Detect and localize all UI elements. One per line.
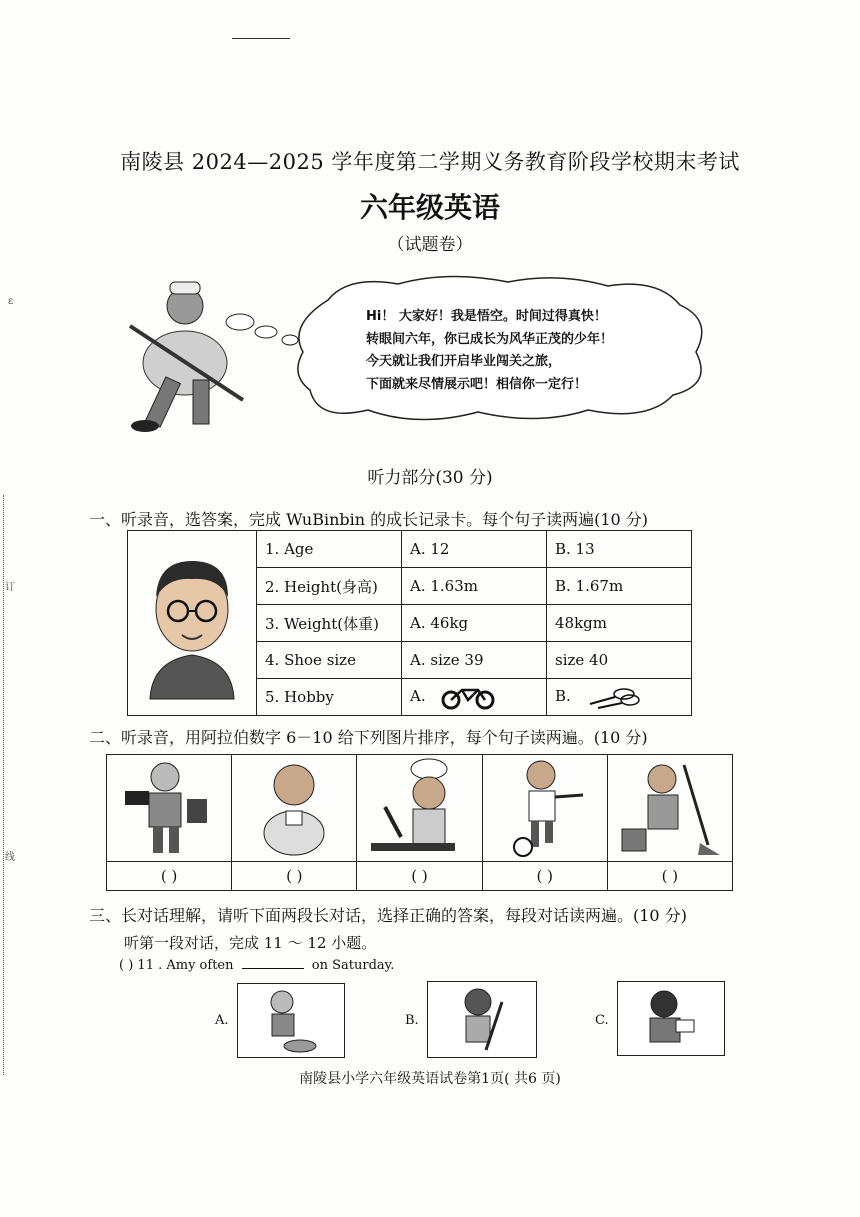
answer-blank[interactable]: ( ) (107, 862, 232, 890)
picture-cell (483, 755, 608, 861)
picture-cell (107, 755, 232, 861)
subject-title: 六年级英语 (359, 191, 500, 224)
table-cell: B. 1.67m (547, 568, 692, 605)
growth-record-table (127, 530, 692, 716)
picture-cell (232, 755, 357, 861)
boy-taking-photo-illustration (107, 755, 231, 861)
answer-paren[interactable]: ( ) (119, 958, 134, 973)
top-rule (232, 38, 290, 39)
boy-sweeping-floor-illustration (608, 755, 732, 861)
answer-blank[interactable]: ( ) (483, 862, 608, 890)
table-cell (402, 679, 547, 716)
table-cell: 48kgm (547, 605, 692, 642)
table-cell: A. size 39 (402, 642, 547, 679)
option-c-picture (617, 981, 725, 1056)
answer-blank[interactable]: ( ) (232, 862, 357, 890)
girl-washing-clothes-illustration (238, 984, 344, 1057)
fill-blank (242, 968, 304, 969)
table-cell: A. 12 (402, 531, 547, 568)
option-a-picture (237, 983, 345, 1058)
table-cell: 1. Age (257, 531, 402, 568)
child-drinking-illustration (232, 755, 356, 861)
table-cell: 2. Height(身高) (257, 568, 402, 605)
answer-blank[interactable]: ( ) (357, 862, 482, 890)
paper-type: （试题卷） (387, 235, 473, 255)
speech-bubble-text (366, 306, 613, 396)
binding-dotted-line (3, 495, 4, 1075)
question-1-instruction: 一、听录音，选答案，完成 WuBinbin 的成长记录卡。每个句子读两遍(10 分) (89, 510, 649, 529)
picture-row (107, 755, 732, 862)
listening-section-title: 听力部分(30 分) (367, 468, 493, 488)
question-11-suffix: on Saturday. (311, 958, 395, 973)
bubble-line: 转眼间六年，你已成长为风华正茂的少年！ (366, 331, 614, 347)
answer-blank[interactable]: ( ) (661, 867, 679, 885)
question-3-instruction: 三、长对话理解，请听下面两段长对话，选择正确的答案，每段对话读两遍。(10 分) (89, 906, 687, 925)
exam-title: 南陵县 2024—2025 学年度第二学期义务教育阶段学校期末考试 (120, 150, 740, 174)
picture-cell (357, 755, 482, 861)
margin-mark: 订 (5, 582, 15, 593)
option-a-label: A. (215, 1013, 229, 1028)
boy-cooking-illustration (357, 755, 481, 861)
boy-playing-football-illustration (483, 755, 607, 861)
table-cell (547, 679, 692, 716)
option-b-label: B. (405, 1013, 419, 1028)
option-label: B. (555, 687, 571, 705)
boy-portrait (128, 531, 256, 711)
bubble-line: 下面就来尽情展示吧！相信你一定行！ (366, 376, 588, 392)
table-row (128, 531, 692, 568)
bubble-line: Hi！ 大家好！我是悟空。时间过得真快！ (366, 309, 607, 324)
table-cell: B. 13 (547, 531, 692, 568)
table-cell: 4. Shoe size (257, 642, 402, 679)
bicycle-icon (438, 684, 498, 710)
dialogue-1-instruction: 听第一段对话，完成 11 ～ 12 小题。 (124, 934, 377, 952)
option-b-picture (427, 981, 537, 1058)
question-11-prefix: 11 . Amy often (137, 958, 234, 973)
picture-cell (608, 755, 732, 861)
table-cell: 3. Weight(体重) (257, 605, 402, 642)
option-c-label: C. (595, 1013, 609, 1028)
question-2-instruction: 二、听录音，用阿拉伯数字 6－10 给下列图片排序，每个句子读两遍。(10 分) (89, 728, 648, 747)
margin-mark: 线 (5, 852, 15, 863)
bubble-line: 今天就让我们开启毕业闯关之旅， (366, 354, 562, 369)
answer-row (107, 862, 732, 890)
table-cell: 5. Hobby (257, 679, 402, 716)
boy-photo-cell (128, 531, 257, 716)
table-cell: A. 1.63m (402, 568, 547, 605)
girl-sweeping-illustration (428, 982, 536, 1057)
option-label: A. (410, 687, 426, 705)
badminton-racket-icon (584, 684, 644, 710)
question-11 (119, 958, 394, 973)
page-footer: 南陵县小学六年级英语试卷第1页( 共6 页) (299, 1071, 561, 1087)
table-cell: A. 46kg (402, 605, 547, 642)
picture-ordering-grid (106, 754, 733, 891)
table-cell: size 40 (547, 642, 692, 679)
girl-reading-illustration (618, 982, 724, 1055)
margin-mark: ε (8, 296, 14, 307)
